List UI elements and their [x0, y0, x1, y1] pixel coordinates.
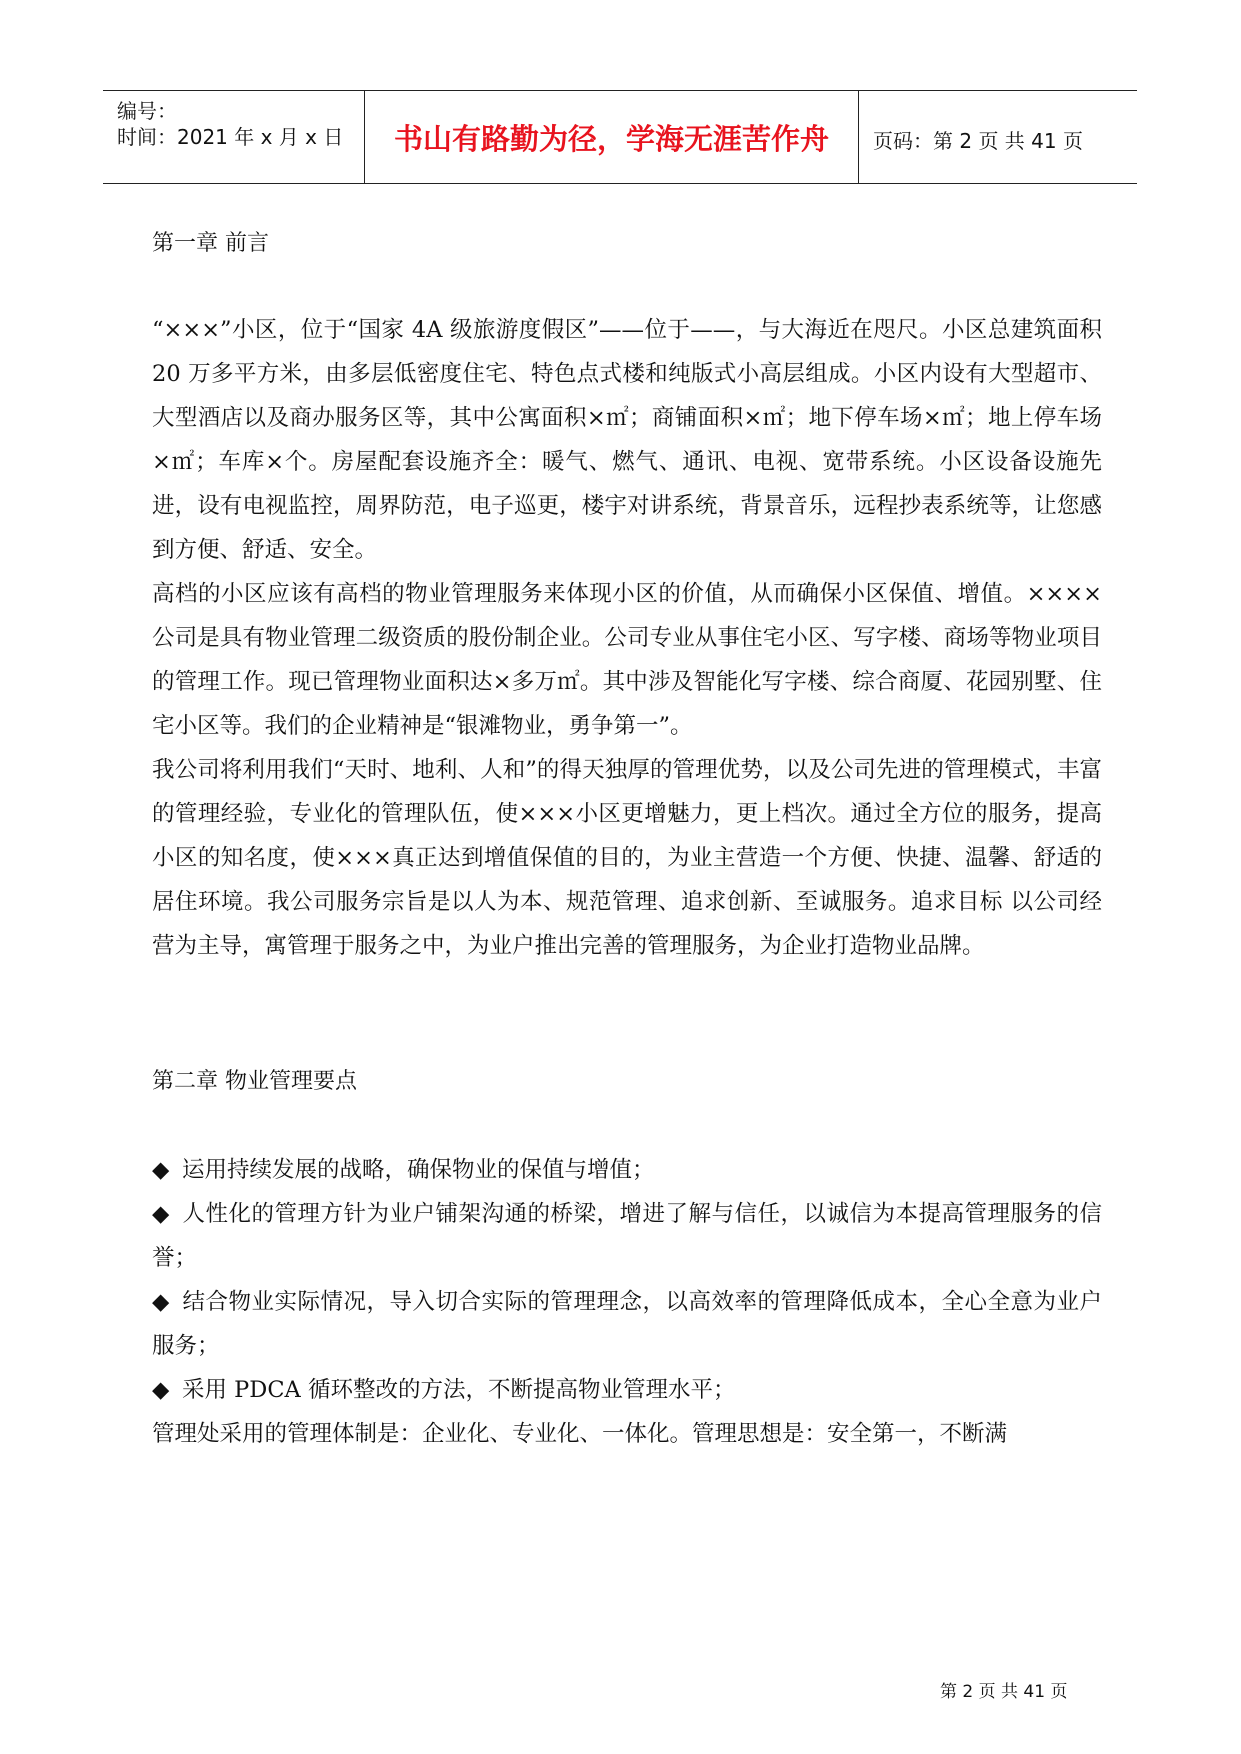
chapter1-paragraph-1: “×××”小区，位于“国家 4A 级旅游度假区”——位于——，与大海近在咫尺。小区总建筑面积 20 万多平方米，由多层低密度住宅、特色点式楼和纯版式小高层组成。小区内设有大型超市、大型酒店以及商办服务区等，其中公寓面积×㎡；商铺面积×㎡；地下停车场×㎡；地上停车场×㎡；车库×个。房屋配套设施齐全：暖气、燃气、通讯、电视、宽带系统。小区设备设施先进，设有电视监控，周界防范，电子巡更，楼宇对讲系统，背景音乐，远程抄表系统等，让您感到方便、舒适、安全。 [152, 317, 1102, 563]
chapter1-paragraph-2: 高档的小区应该有高档的物业管理服务来体现小区的价值，从而确保小区保值、增值。××××公司是具有物业管理二级资质的股份制企业。公司专业从事住宅小区、写字楼、商场等物业项目的管理工作。现已管理物业面积达×多万㎡。其中涉及智能化写字楼、综合商厦、花园别墅、住宅小区等。我们的企业精神是“银滩物业，勇争第一”。 [152, 581, 1102, 739]
document-time-label: 时间：2021 年 x 月 x 日 [117, 125, 344, 149]
document-header [103, 90, 1137, 184]
bullet-text: 采用 PDCA 循环整改的方法，不断提高物业管理水平； [182, 1377, 736, 1403]
bullet-item [152, 1148, 1102, 1192]
bullet-text: 人性化的管理方针为业户铺架沟通的桥梁，增进了解与信任，以诚信为本提高管理服务的信誉； [152, 1201, 1102, 1271]
chapter2-title: 第二章 物业管理要点 [152, 1069, 357, 1094]
diamond-bullet-icon: ◆ [152, 1157, 170, 1183]
header-page-cell [859, 91, 1137, 183]
chapter1-title: 第一章 前言 [152, 231, 269, 256]
bullet-item [152, 1280, 1102, 1368]
motto: 书山有路勤为径，学海无涯苦作舟 [393, 122, 829, 156]
diamond-bullet-icon: ◆ [152, 1201, 170, 1227]
header-motto-cell [365, 91, 859, 183]
chapter2-closing: 管理处采用的管理体制是：企业化、专业化、一体化。管理思想是：安全第一，不断满 [152, 1421, 1008, 1447]
bullet-item [152, 1368, 1102, 1412]
bullet-text: 结合物业实际情况，导入切合实际的管理理念，以高效率的管理降低成本，全心全意为业户服务； [152, 1289, 1102, 1359]
diamond-bullet-icon: ◆ [152, 1289, 170, 1315]
diamond-bullet-icon: ◆ [152, 1377, 170, 1403]
chapter1-paragraph-3: 我公司将利用我们“天时、地利、人和”的得天独厚的管理优势，以及公司先进的管理模式，丰富的管理经验，专业化的管理队伍，使×××小区更增魅力，更上档次。通过全方位的服务，提高小区的知名度，使×××真正达到增值保值的目的，为业主营造一个方便、快捷、温馨、舒适的居住环境。我公司服务宗旨是以人为本、规范管理、追求创新、至诚服务。追求目标 以公司经营为主导，寓管理于服务之中，为业户推出完善的管理服务，为企业打造物业品牌。 [152, 757, 1102, 959]
header-page-label: 页码：第 2 页 共 41 页 [873, 129, 1083, 153]
header-info-cell [103, 91, 365, 183]
bullet-text: 运用持续发展的战略，确保物业的保值与增值； [182, 1157, 655, 1183]
page-footer: 第 2 页 共 41 页 [940, 1682, 1068, 1702]
document-number-label: 编号： [117, 99, 177, 123]
bullet-item [152, 1192, 1102, 1280]
